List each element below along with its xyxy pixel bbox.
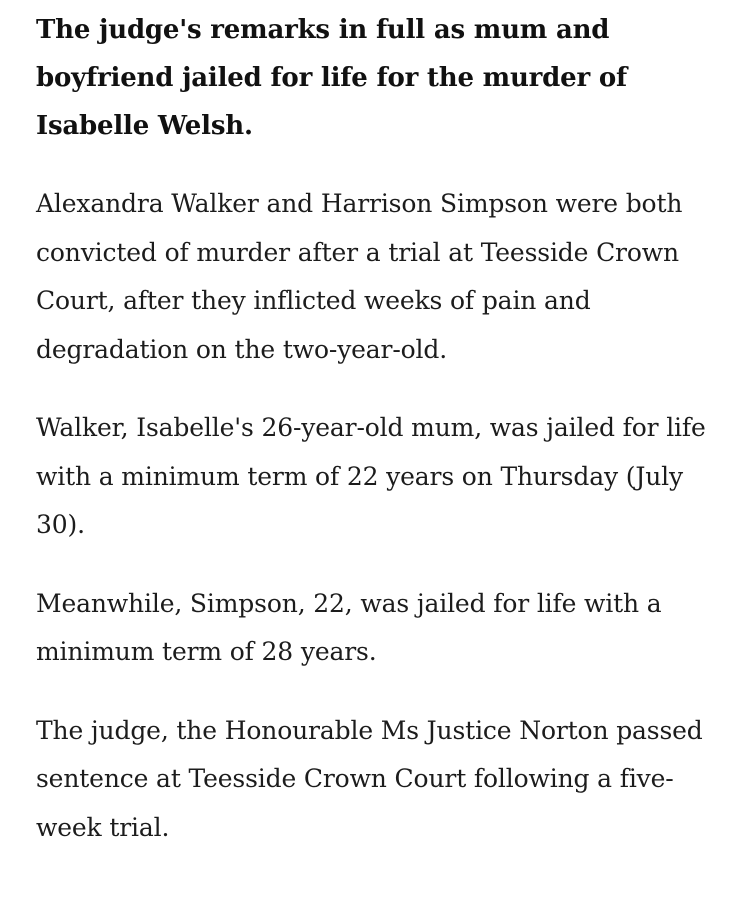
article-body	[36, 6, 726, 852]
article-paragraph-1: Alexandra Walker and Harrison Simpson were both convicted of murder after a trial at Teesside Crown Court, after they inflicted weeks of pain and degradation on the two-year-old.	[36, 189, 683, 364]
article-headline: The judge's remarks in full as mum and boyfriend jailed for life for the murder of Isabelle Welsh.	[36, 15, 627, 141]
article-paragraph-3: Meanwhile, Simpson, 22, was jailed for life with a minimum term of 28 years.	[36, 588, 662, 666]
article-paragraph-4: The judge, the Honourable Ms Justice Norton passed sentence at Teesside Crown Court following a five-week trial.	[36, 715, 703, 842]
article-paragraph-2: Walker, Isabelle's 26-year-old mum, was jailed for life with a minimum term of 22 years on Thursday (July 30).	[36, 413, 706, 539]
